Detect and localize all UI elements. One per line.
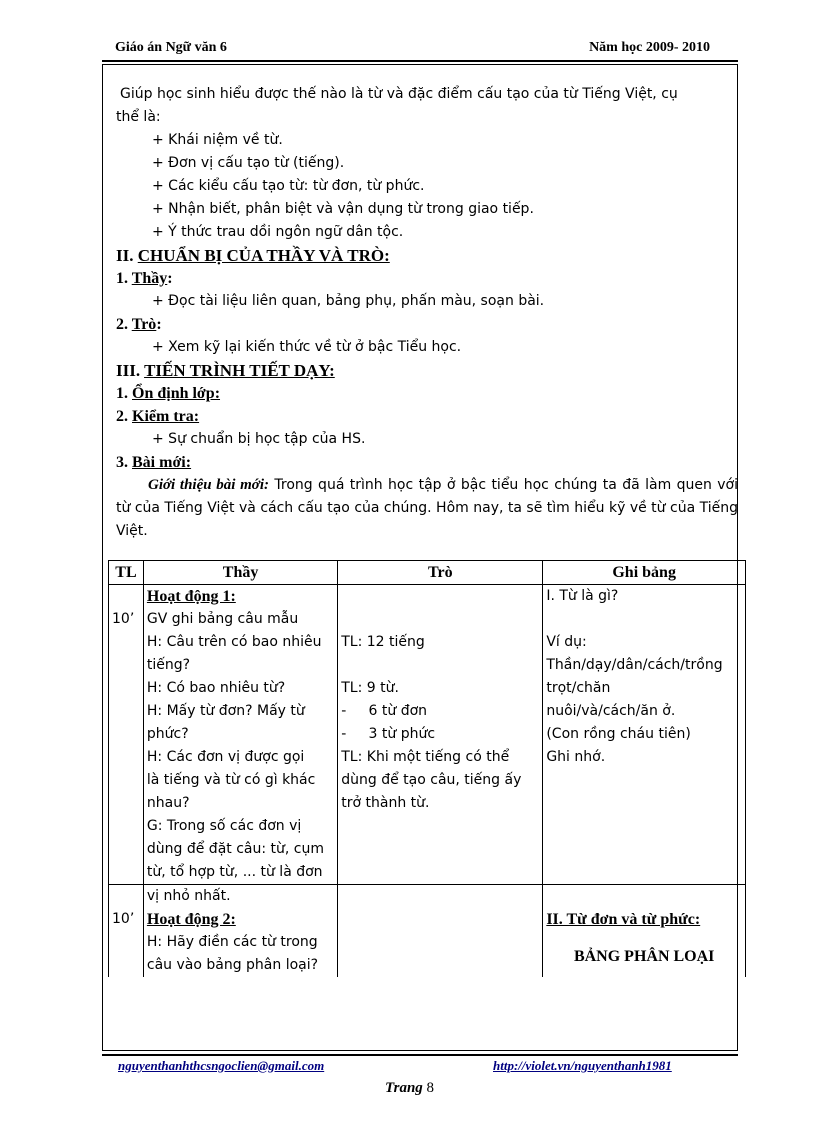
activity-2-title: Hoạt động 2: (146, 911, 236, 928)
objective-item: + Khái niệm về từ. (152, 132, 283, 148)
objective-item: + Ý thức trau dồi ngôn ngữ dân tộc. (152, 224, 404, 240)
header-rule-thin (102, 64, 738, 65)
section-2-title: CHUẨN BỊ CỦA THẦY VÀ TRÒ: (137, 246, 390, 265)
teacher-prep-item: + Đọc tài liệu liên quan, bảng phụ, phấn màu, soạn bài. (152, 293, 545, 309)
step-3-heading: 3. Bài mới: (116, 454, 192, 471)
teacher-heading: 1. Thầy: (116, 270, 173, 287)
student-cell (338, 885, 543, 978)
table-header-row (109, 561, 746, 585)
student-prep-item: + Xem kỹ lại kiến thức về từ ở bậc Tiểu học. (152, 339, 462, 355)
footer-email-link[interactable]: nguyenthanhthcsngoclien@gmail.com (118, 1058, 325, 1073)
board-cell (543, 885, 746, 978)
footer-rule (102, 1054, 738, 1056)
footer-website-link[interactable]: http://violet.vn/nguyenthanh1981 (493, 1058, 672, 1073)
objective-intro: Giúp học sinh hiểu được thế nào là từ và đặc điểm cấu tạo của từ Tiếng Việt, cụ (120, 86, 678, 102)
step-2-heading: 2. Kiểm tra: (116, 408, 200, 425)
header-rule (102, 60, 738, 62)
board-cell: I. Từ là gì? Ví dụ: Thần/dạy/dân/cách/trồng trọt/chăn nuôi/và/cách/ăn ở. (Con rồng cháu tiên) Ghi nhớ. (543, 585, 746, 885)
header-title: Giáo án Ngữ văn 6 (115, 40, 227, 55)
objective-item: + Nhận biết, phân biệt và vận dụng từ trong giao tiếp. (152, 201, 534, 217)
header-school-year: Năm học 2009- 2010 (589, 40, 710, 55)
col-header-teacher: Thầy (143, 561, 337, 585)
student-cell: TL: 12 tiếng TL: 9 từ. - 6 từ đơn - 3 từ phức TL: Khi một tiếng có thể dùng để tạo câu, tiếng ấy trở thành từ. (338, 585, 543, 885)
objective-item: + Đơn vị cấu tạo từ (tiếng). (152, 155, 345, 171)
student-heading: 2. Trò: (116, 316, 162, 333)
tl-cell: 10’ (109, 885, 144, 978)
section-3-heading: III. TIẾN TRÌNH TIẾT DẠY: (116, 361, 335, 380)
lesson-content (116, 83, 738, 543)
table-row (109, 885, 746, 978)
lesson-introduction (116, 474, 738, 543)
teacher-cell: vị nhỏ nhất. Hoạt động 2: H: Hãy điền các từ trong câu vào bảng phân loại? (143, 885, 337, 978)
frame-left-border (102, 64, 103, 1050)
step-2-item: + Sự chuẩn bị học tập của HS. (152, 431, 366, 447)
intro-label: Giới thiệu bài mới: (148, 477, 270, 493)
tl-cell: 10’ (109, 585, 144, 885)
footer-rule-thin (102, 1050, 738, 1051)
step-1-heading: 1. Ổn định lớp: (116, 385, 221, 402)
col-header-tl: TL (109, 561, 144, 585)
intro-text: Trong quá trình học tập ở bậc tiểu học chúng ta đã làm quen với từ của Tiếng Việt và cách cấu tạo của chúng. Hôm nay, ta sẽ tìm hiểu kỹ về từ của Tiếng Việt. (116, 477, 738, 539)
section-2-heading: II. CHUẨN BỊ CỦA THẦY VÀ TRÒ: (116, 246, 390, 265)
objective-item: + Các kiểu cấu tạo từ: từ đơn, từ phức. (152, 178, 425, 194)
col-header-board: Ghi bảng (543, 561, 746, 585)
page-number: Trang 8 (385, 1080, 435, 1096)
section-3-title: TIẾN TRÌNH TIẾT DẠY: (144, 361, 335, 380)
activity-1-title: Hoạt động 1: (146, 588, 236, 605)
board-section-2-title: II. Từ đơn và từ phức: (546, 911, 701, 928)
objective-intro-cont: thể là: (116, 109, 161, 125)
teacher-cell: Hoạt động 1: GV ghi bảng câu mẫu H: Câu trên có bao nhiêu tiếng? H: Có bao nhiêu từ? H: Mấy từ đơn? Mấy từ phức? H: Các đơn vị được gọi là tiếng và từ có gì khác nhau? G: Trong số các đơn vị dùng để đặt câu: từ, cụm từ, tổ hợp từ, ... từ là đơn (143, 585, 337, 885)
table-row (109, 585, 746, 885)
lesson-plan-table (108, 560, 746, 977)
col-header-student: Trò (338, 561, 543, 585)
classification-table-title: BẢNG PHÂN LOẠI (573, 948, 715, 965)
